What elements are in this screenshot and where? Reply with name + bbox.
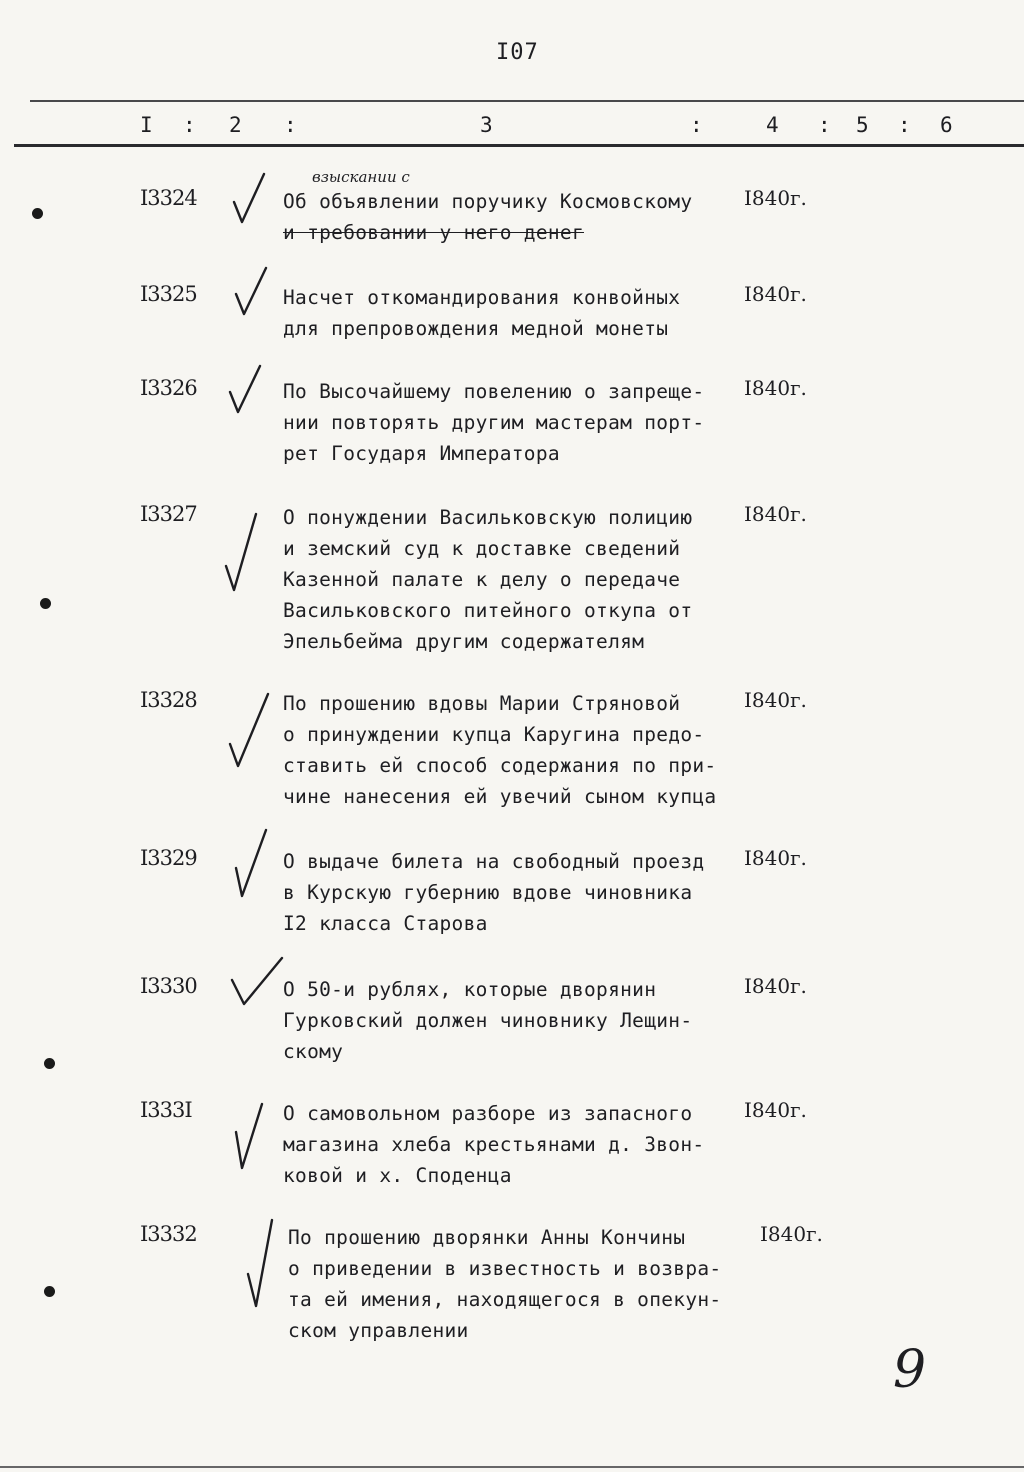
description-line: о приведении в известность и возвра- [288,1257,722,1280]
checkmark-icon [230,172,270,236]
description-line: в Курскую губернию вдове чиновника [283,881,693,904]
column-separator: : [183,113,196,137]
binding-hole [40,598,51,609]
file-year: I840г. [744,376,807,400]
description-line: чине нанесения ей увечий сыном купца [283,785,717,808]
file-number: I3329 [140,846,197,870]
checkmark-icon [244,1218,280,1314]
binding-hole [32,208,43,219]
file-year: I840г. [760,1222,823,1246]
header-bottom-rule [14,144,1024,147]
description-line: Васильковского питейного откупа от [283,599,693,622]
file-description [283,846,753,939]
file-description [283,282,753,344]
description-line: По прошению дворянки Анны Кончины [288,1226,686,1249]
description-line: и земский суд к доставке сведений [283,537,681,560]
file-description [283,186,753,248]
description-line: Насчет откомандирования конвойных [283,286,681,309]
file-description [283,688,753,812]
column-separator: : [818,113,831,137]
checkmark-icon [228,954,288,1018]
file-number: I3330 [140,974,197,998]
description-line: о принуждении купца Каругина предо- [283,723,705,746]
column-separator: : [898,113,911,137]
checkmark-icon [232,1102,272,1174]
checkmark-icon [226,364,266,428]
file-number: I3332 [140,1222,197,1246]
column-header-6: 6 [940,113,953,137]
column-header-1: I [140,113,153,137]
checkmark-icon [222,510,262,594]
column-header-5: 5 [856,113,869,137]
binding-hole [44,1058,55,1069]
page-number: I07 [496,40,539,65]
bottom-edge-rule [0,1466,1024,1468]
file-year: I840г. [744,282,807,306]
description-line: По Высочайшему повелению о запреще- [283,380,705,403]
description-line: ставить ей способ содержания по при- [283,754,717,777]
description-line: и требовании у него денег [283,221,584,244]
file-year: I840г. [744,186,807,210]
file-number: I3328 [140,688,197,712]
file-description [283,502,753,657]
checkmark-icon [232,266,272,330]
description-line: магазина хлеба крестьянами д. Звон- [283,1133,705,1156]
file-year: I840г. [744,1098,807,1122]
file-year: I840г. [744,846,807,870]
file-number: I3326 [140,376,197,400]
file-description [288,1222,758,1346]
handwritten-folio-mark: 9 [893,1340,927,1400]
description-line: Эпельбейма другим содержателям [283,630,645,653]
description-line: рет Государя Императора [283,442,560,465]
file-description [283,974,753,1067]
binding-hole [44,1286,55,1297]
file-number: I333I [140,1098,192,1122]
file-number: I3324 [140,186,197,210]
description-line: I2 класса Старова [283,912,488,935]
file-year: I840г. [744,974,807,998]
handwritten-correction: взыскании с [312,168,410,186]
column-separator: : [284,113,297,137]
description-line: О самовольном разборе из запасного [283,1102,693,1125]
description-line: нии повторять другим мастерам порт- [283,411,705,434]
description-line: скому [283,1040,344,1063]
description-line: Гурковский должен чиновнику Лещин- [283,1009,693,1032]
description-line: Об объявлении поручику Космовскому [283,190,693,213]
column-header-2: 2 [229,113,242,137]
description-line: ковой и х. Споденца [283,1164,512,1187]
description-line: О понуждении Васильковскую полицию [283,506,693,529]
description-line: По прошению вдовы Марии Стряновой [283,692,681,715]
description-line: ском управлении [288,1319,469,1342]
description-line: для препровождения медной монеты [283,317,669,340]
file-description [283,1098,753,1191]
checkmark-icon [226,690,274,774]
file-year: I840г. [744,502,807,526]
header-top-rule [30,100,1024,102]
description-line: та ей имения, находящегося в опекун- [288,1288,722,1311]
column-separator: : [690,113,703,137]
description-line: Казенной палате к делу о передаче [283,568,681,591]
file-number: I3325 [140,282,197,306]
file-number: I3327 [140,502,197,526]
file-description [283,376,753,469]
description-line: О 50-и рублях, которые дворянин [283,978,657,1001]
description-line: О выдаче билета на свободный проезд [283,850,705,873]
file-year: I840г. [744,688,807,712]
column-header-3: 3 [480,113,493,137]
column-header-4: 4 [766,113,779,137]
checkmark-icon [232,828,272,908]
